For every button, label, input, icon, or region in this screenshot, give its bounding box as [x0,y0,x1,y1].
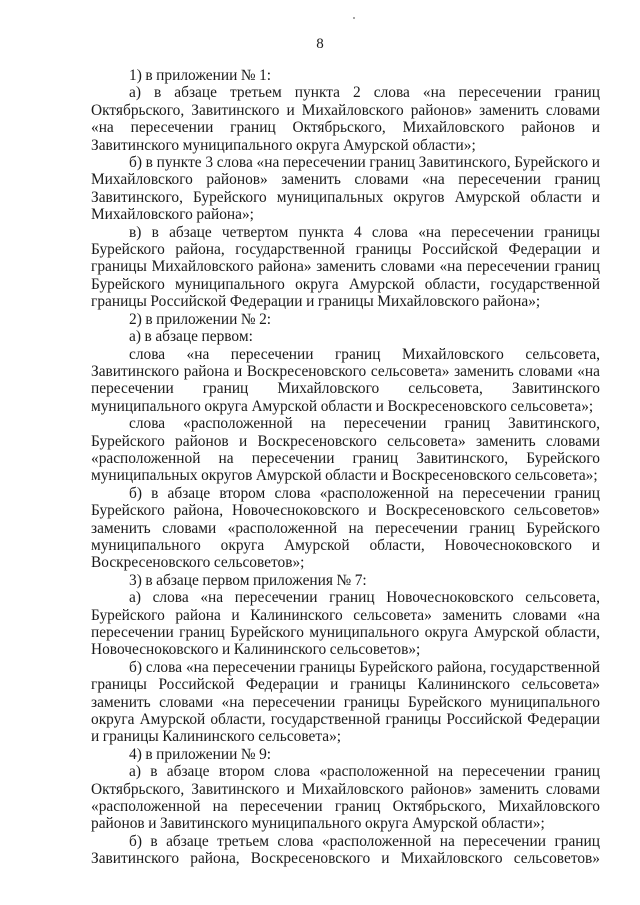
paragraph-item-3b: б) слова «на пересечении границы Бурейского района, государственной границы Российской Федерации и границы Калининского сельсовета» заменить словами «на пересечении границы Бурейского муниципального округа Амурской области, государственной границы Российской Федерации и границы Калининского сельсовета»; [91,658,600,746]
paragraph-item-4a: а) в абзаце втором слова «расположенной на пересечении границ Октябрьского, Завитинского и Михайловского районов» заменить словами «расположенной на пересечении границ Октябрьского, Михайловского районов и Завитинского муниципального округа Амурской области»; [91,763,600,833]
paragraph-item-2a: а) в абзаце первом: [129,328,253,346]
paragraph-item-4b: б) в абзаце третьем слова «расположенной на пересечении границ Завитинского района, Воскресеновского и Михайловского сельсоветов» [91,832,600,868]
paragraph-item-2b: б) в абзаце втором слова «расположенной на пересечении границ Бурейского района, Новочесноковского и Воскресеновского сельсоветов» заменить словами «расположенной на пересечении границ Бурейского муниципального округа Амурской области, Новочесноковского и Воскресеновского сельсоветов»; [91,484,600,572]
paragraph-item-3: 3) в абзаце первом приложения № 7: [129,571,367,589]
paragraph-item-3a: а) слова «на пересечении границ Новочесноковского сельсовета, Бурейского района и Калининского сельсовета» заменить словами «на пересечении границ Бурейского муниципального округа Амурской области, Новочесноковского и Калининского сельсоветов»; [91,589,600,659]
paragraph-item-1b: б) в пункте 3 слова «на пересечении границ Завитинского, Бурейского и Михайловского районов» заменить словами «на пересечении границ Завитинского, Бурейского муниципальных округов Амурской области и Михайловского района»; [91,154,600,224]
paragraph-item-2a-words-1: слова «на пересечении границ Михайловского сельсовета, Завитинского района и Воскресеновского сельсовета» заменить словами «на пересечении границ Михайловского сельсовета, Завитинского муниципального округа Амурской области и Воскресеновского сельсовета»; [91,345,600,415]
page-number: 8 [316,36,324,52]
scan-speck [353,17,355,19]
paragraph-item-4: 4) в приложении № 9: [129,745,272,763]
paragraph-item-2: 2) в приложении № 2: [129,310,272,328]
paragraph-item-2a-words-2: слова «расположенной на пересечении границ Завитинского, Бурейского районов и Воскресеновского сельсовета» заменить словами «расположенной на пересечении границ Завитинского, Бурейского муниципальных округов Амурской области и Воскресеновского сельсовета»; [91,415,600,485]
paragraph-item-1: 1) в приложении № 1: [129,67,272,84]
document-body [91,67,600,868]
paragraph-item-1c: в) в абзаце четвертом пункта 4 слова «на пересечении границы Бурейского района, государственной границы Российской Федерации и границы Михайловского района» заменить словами «на пересечении границ Бурейского муниципального округа Амурской области, государственной границы Российской Федерации и границы Михайловского района»; [91,223,600,311]
paragraph-item-1a: а) в абзаце третьем пункта 2 слова «на пересечении границ Октябрьского, Завитинского и Михайловского районов» заменить словами «на пересечении границ Октябрьского, Михайловского районов и Завитинского муниципального округа Амурской области»; [91,84,600,154]
